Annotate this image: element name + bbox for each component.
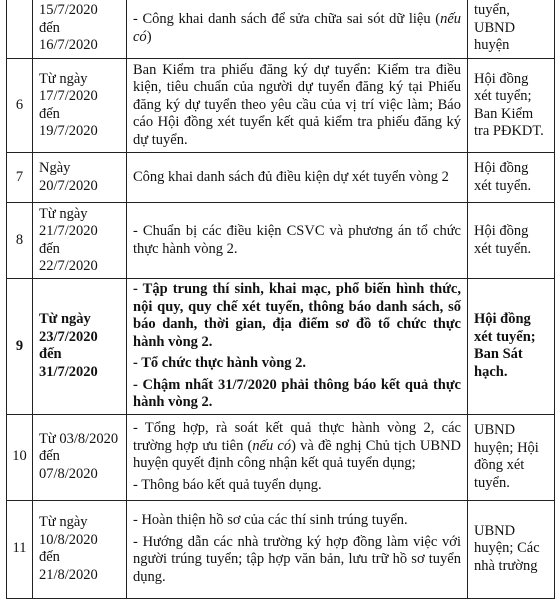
task-text: - Thông báo kết quả tuyển dụng. <box>133 476 322 493</box>
task-paragraph <box>133 169 461 187</box>
row-task <box>127 153 468 203</box>
row-number: 9 <box>7 279 33 415</box>
task-text: - Tổng hợp, rà soát kết quả thực hành vòng 2, các trường hợp ưu tiên ( <box>133 420 461 454</box>
row-date: Từ 03/8/2020 đến 07/8/2020 <box>33 414 127 500</box>
task-paragraph <box>133 377 461 412</box>
row-number: 8 <box>7 203 33 279</box>
task-paragraph <box>133 512 461 530</box>
row-task <box>127 279 468 415</box>
task-text: - Tập trung thí sinh, khai mạc, phổ biến hình thức, nội quy, quy chế xét tuyển, thông báo danh sách, số báo danh, thời gian, địa điểm sơ đồ tổ chức thực hành vòng 2. <box>133 281 461 350</box>
table-row <box>7 59 555 153</box>
task-text-italic: nếu có <box>133 11 461 45</box>
table-row <box>7 279 555 415</box>
row-date: Từ ngày 10/8/2020 đến 21/8/2020 <box>33 500 127 598</box>
row-date: Từ ngày 23/7/2020 đến 31/7/2020 <box>33 279 127 415</box>
task-text: - Hướng dẫn các nhà trường ký hợp đồng làm việc với người trúng tuyển; tập hợp văn bản, lưu trữ hồ sơ tuyển dụng. <box>133 533 461 585</box>
task-text: - Công khai danh sách để sửa chữa sai sót dữ liệu ( <box>133 11 441 27</box>
schedule-table <box>6 0 555 599</box>
task-paragraph <box>133 477 461 495</box>
row-task <box>127 59 468 153</box>
table-row <box>7 203 555 279</box>
task-paragraph <box>133 534 461 587</box>
row-responsible: UBND huyện; Các nhà trường <box>468 500 555 598</box>
row-responsible: Hội đồng xét tuyển; Ban Kiểm tra PĐKDT. <box>468 59 555 153</box>
table-row <box>7 153 555 203</box>
row-number: 7 <box>7 153 33 203</box>
task-text: Ban Kiểm tra phiếu đăng ký dự tuyển: Kiểm tra điều kiện, tiêu chuẩn của người dự tuyển đăng ký tại Phiếu đăng ký dự tuyển theo yêu cầu của vị trí việc làm; Báo cáo Hội đồng xét tuyển kết quả kiểm tra phiếu đăng ký dự tuyển. <box>133 61 461 148</box>
row-number: 10 <box>7 414 33 500</box>
row-responsible: UBND huyện; Hội đồng xét tuyển. <box>468 414 555 500</box>
task-text: - Hoàn thiện hồ sơ của các thí sinh trúng tuyển. <box>133 512 408 528</box>
task-text: - Chuẩn bị các điều kiện CSVC và phương án tổ chức thực hành vòng 2. <box>133 223 461 257</box>
row-responsible: Hội đồng xét tuyển; Ban Sát hạch. <box>468 279 555 415</box>
row-task <box>127 500 468 598</box>
schedule-table-body <box>7 0 555 598</box>
row-number: 11 <box>7 500 33 598</box>
task-text: Công khai danh sách đủ điều kiện dự xét tuyển vòng 2 <box>133 168 449 185</box>
row-number <box>7 0 33 59</box>
row-responsible: tuyển, UBND huyện <box>468 0 555 59</box>
task-text: - Tổ chức thực hành vòng 2. <box>133 355 307 371</box>
row-task <box>127 0 468 59</box>
row-date: Từ ngày 17/7/2020 đến 19/7/2020 <box>33 59 127 153</box>
task-paragraph <box>133 281 461 351</box>
row-date: 15/7/2020 đến 16/7/2020 <box>33 0 127 59</box>
task-text: ) <box>146 28 152 45</box>
row-task <box>127 414 468 500</box>
task-text: ) và đề nghị Chủ tịch UBND huyện quyết định công nhận kết quả tuyển dụng; <box>133 437 462 471</box>
task-paragraph <box>133 355 461 373</box>
table-row <box>7 0 555 59</box>
row-responsible: Hội đồng xét tuyển. <box>468 153 555 203</box>
row-date: Từ ngày 21/7/2020 đến 22/7/2020 <box>33 203 127 279</box>
table-row <box>7 414 555 500</box>
task-text-italic: nếu có <box>252 437 292 454</box>
task-paragraph <box>133 420 461 473</box>
table-row <box>7 500 555 598</box>
task-paragraph <box>133 223 461 258</box>
row-responsible: Hội đồng xét tuyển. <box>468 203 555 279</box>
row-number: 6 <box>7 59 33 153</box>
task-text: - Chậm nhất 31/7/2020 phải thông báo kết quả thực hành vòng 2. <box>133 376 461 410</box>
row-date: Ngày 20/7/2020 <box>33 153 127 203</box>
task-paragraph <box>133 11 461 46</box>
row-task <box>127 203 468 279</box>
task-paragraph <box>133 62 461 150</box>
